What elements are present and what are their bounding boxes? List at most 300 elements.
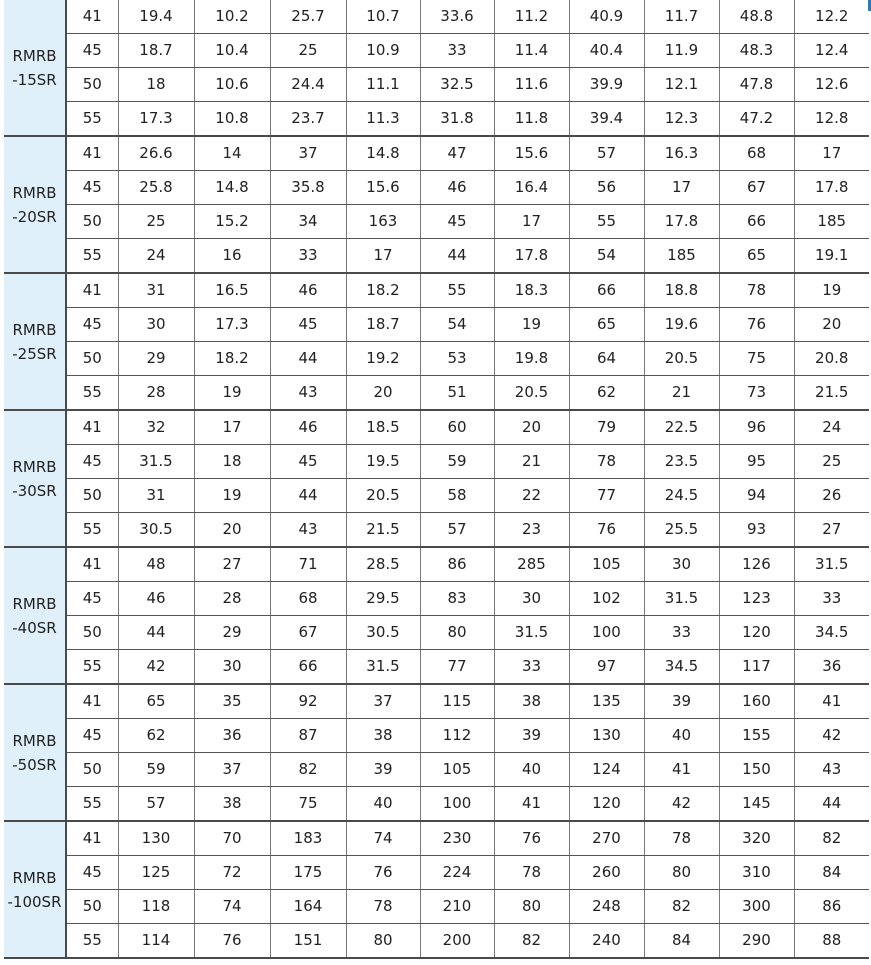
value-cell: 15.6 xyxy=(494,136,569,171)
value-cell: 43 xyxy=(270,513,346,548)
value-cell: 18.7 xyxy=(118,34,194,68)
model-name-cell xyxy=(4,0,66,136)
value-cell: 160 xyxy=(719,684,794,719)
value-cell: 183 xyxy=(270,821,346,856)
temperature-cell: 41 xyxy=(66,0,118,34)
value-cell: 65 xyxy=(118,684,194,719)
value-cell: 54 xyxy=(569,239,644,274)
value-cell: 12.8 xyxy=(794,102,869,137)
value-cell: 33 xyxy=(644,616,719,650)
value-cell: 163 xyxy=(346,205,420,239)
value-cell: 47 xyxy=(420,136,494,171)
value-cell: 92 xyxy=(270,684,346,719)
value-cell: 74 xyxy=(346,821,420,856)
value-cell: 93 xyxy=(719,513,794,548)
value-cell: 19.1 xyxy=(794,239,869,274)
value-cell: 82 xyxy=(794,821,869,856)
value-cell: 31 xyxy=(118,273,194,308)
value-cell: 20.5 xyxy=(346,479,420,513)
value-cell: 270 xyxy=(569,821,644,856)
temperature-cell: 41 xyxy=(66,821,118,856)
value-cell: 42 xyxy=(794,719,869,753)
value-cell: 22 xyxy=(494,479,569,513)
value-cell: 25 xyxy=(794,445,869,479)
model-name-line2: -40SR xyxy=(12,618,57,637)
value-cell: 16 xyxy=(194,239,270,274)
value-cell: 46 xyxy=(270,410,346,445)
value-cell: 53 xyxy=(420,342,494,376)
value-cell: 15.2 xyxy=(194,205,270,239)
value-cell: 20 xyxy=(794,308,869,342)
temperature-cell: 55 xyxy=(66,513,118,548)
value-cell: 14.8 xyxy=(346,136,420,171)
temperature-cell: 55 xyxy=(66,102,118,137)
value-cell: 14.8 xyxy=(194,171,270,205)
value-cell: 20 xyxy=(494,410,569,445)
value-cell: 38 xyxy=(194,787,270,822)
table-row xyxy=(4,205,869,239)
value-cell: 32 xyxy=(118,410,194,445)
value-cell: 12.2 xyxy=(794,0,869,34)
value-cell: 118 xyxy=(118,890,194,924)
model-name-cell xyxy=(4,684,66,821)
value-cell: 40 xyxy=(346,787,420,822)
value-cell: 30.5 xyxy=(346,616,420,650)
model-name-line2: -15SR xyxy=(12,70,57,89)
value-cell: 19 xyxy=(194,479,270,513)
value-cell: 135 xyxy=(569,684,644,719)
value-cell: 67 xyxy=(270,616,346,650)
value-cell: 230 xyxy=(420,821,494,856)
value-cell: 57 xyxy=(420,513,494,548)
temperature-cell: 41 xyxy=(66,136,118,171)
value-cell: 21 xyxy=(494,445,569,479)
value-cell: 56 xyxy=(569,171,644,205)
value-cell: 30 xyxy=(118,308,194,342)
value-cell: 23.5 xyxy=(644,445,719,479)
value-cell: 25 xyxy=(270,34,346,68)
value-cell: 44 xyxy=(270,479,346,513)
table-row xyxy=(4,273,869,308)
value-cell: 71 xyxy=(270,547,346,582)
value-cell: 11.6 xyxy=(494,68,569,102)
value-cell: 10.6 xyxy=(194,68,270,102)
value-cell: 46 xyxy=(420,171,494,205)
table-row xyxy=(4,582,869,616)
table-row xyxy=(4,376,869,411)
value-cell: 75 xyxy=(270,787,346,822)
value-cell: 12.3 xyxy=(644,102,719,137)
value-cell: 31.5 xyxy=(118,445,194,479)
value-cell: 30 xyxy=(494,582,569,616)
value-cell: 39.4 xyxy=(569,102,644,137)
value-cell: 94 xyxy=(719,479,794,513)
table-row xyxy=(4,924,869,959)
value-cell: 59 xyxy=(118,753,194,787)
value-cell: 27 xyxy=(194,547,270,582)
temperature-cell: 45 xyxy=(66,856,118,890)
value-cell: 17.8 xyxy=(494,239,569,274)
value-cell: 19 xyxy=(794,273,869,308)
value-cell: 36 xyxy=(194,719,270,753)
value-cell: 185 xyxy=(644,239,719,274)
model-name-line2: -30SR xyxy=(12,481,57,500)
value-cell: 46 xyxy=(270,273,346,308)
temperature-cell: 45 xyxy=(66,582,118,616)
table-row xyxy=(4,616,869,650)
value-cell: 17.8 xyxy=(644,205,719,239)
value-cell: 73 xyxy=(719,376,794,411)
value-cell: 43 xyxy=(794,753,869,787)
value-cell: 164 xyxy=(270,890,346,924)
value-cell: 31.5 xyxy=(794,547,869,582)
value-cell: 11.9 xyxy=(644,34,719,68)
value-cell: 67 xyxy=(719,171,794,205)
value-cell: 19.8 xyxy=(494,342,569,376)
value-cell: 34 xyxy=(270,205,346,239)
table-row xyxy=(4,650,869,685)
value-cell: 78 xyxy=(644,821,719,856)
value-cell: 11.3 xyxy=(346,102,420,137)
temperature-cell: 50 xyxy=(66,342,118,376)
value-cell: 40.4 xyxy=(569,34,644,68)
value-cell: 290 xyxy=(719,924,794,959)
table-row xyxy=(4,856,869,890)
value-cell: 45 xyxy=(270,445,346,479)
value-cell: 31.5 xyxy=(494,616,569,650)
value-cell: 300 xyxy=(719,890,794,924)
value-cell: 44 xyxy=(420,239,494,274)
value-cell: 51 xyxy=(420,376,494,411)
value-cell: 240 xyxy=(569,924,644,959)
value-cell: 80 xyxy=(494,890,569,924)
value-cell: 24 xyxy=(118,239,194,274)
temperature-cell: 41 xyxy=(66,547,118,582)
value-cell: 18 xyxy=(194,445,270,479)
value-cell: 126 xyxy=(719,547,794,582)
value-cell: 23 xyxy=(494,513,569,548)
model-name-line2: -25SR xyxy=(12,344,57,363)
value-cell: 24.4 xyxy=(270,68,346,102)
value-cell: 10.9 xyxy=(346,34,420,68)
value-cell: 82 xyxy=(644,890,719,924)
value-cell: 14 xyxy=(194,136,270,171)
value-cell: 76 xyxy=(194,924,270,959)
table-row xyxy=(4,890,869,924)
value-cell: 25.5 xyxy=(644,513,719,548)
temperature-cell: 45 xyxy=(66,308,118,342)
value-cell: 77 xyxy=(420,650,494,685)
temperature-cell: 55 xyxy=(66,787,118,822)
value-cell: 20 xyxy=(346,376,420,411)
value-cell: 12.6 xyxy=(794,68,869,102)
value-cell: 130 xyxy=(118,821,194,856)
value-cell: 155 xyxy=(719,719,794,753)
value-cell: 123 xyxy=(719,582,794,616)
temperature-cell: 45 xyxy=(66,445,118,479)
value-cell: 66 xyxy=(719,205,794,239)
value-cell: 30.5 xyxy=(118,513,194,548)
value-cell: 10.8 xyxy=(194,102,270,137)
value-cell: 120 xyxy=(719,616,794,650)
value-cell: 11.4 xyxy=(494,34,569,68)
value-cell: 150 xyxy=(719,753,794,787)
value-cell: 48.3 xyxy=(719,34,794,68)
value-cell: 82 xyxy=(494,924,569,959)
value-cell: 44 xyxy=(118,616,194,650)
table-row xyxy=(4,136,869,171)
temperature-cell: 45 xyxy=(66,171,118,205)
value-cell: 33 xyxy=(270,239,346,274)
value-cell: 210 xyxy=(420,890,494,924)
value-cell: 48 xyxy=(118,547,194,582)
value-cell: 26 xyxy=(794,479,869,513)
model-name-cell xyxy=(4,136,66,273)
value-cell: 17.3 xyxy=(194,308,270,342)
value-cell: 18.2 xyxy=(346,273,420,308)
value-cell: 19.5 xyxy=(346,445,420,479)
model-name-cell xyxy=(4,273,66,410)
table-row xyxy=(4,68,869,102)
model-name-cell xyxy=(4,547,66,684)
temperature-cell: 41 xyxy=(66,410,118,445)
table-row xyxy=(4,719,869,753)
model-name-line2: -20SR xyxy=(12,207,57,226)
value-cell: 68 xyxy=(719,136,794,171)
model-name-line1: RMRB xyxy=(12,457,57,476)
value-cell: 78 xyxy=(494,856,569,890)
value-cell: 16.4 xyxy=(494,171,569,205)
temperature-cell: 45 xyxy=(66,719,118,753)
value-cell: 34.5 xyxy=(794,616,869,650)
table-body xyxy=(4,0,869,958)
value-cell: 18.2 xyxy=(194,342,270,376)
value-cell: 32.5 xyxy=(420,68,494,102)
value-cell: 74 xyxy=(194,890,270,924)
value-cell: 17.8 xyxy=(794,171,869,205)
value-cell: 12.1 xyxy=(644,68,719,102)
value-cell: 87 xyxy=(270,719,346,753)
value-cell: 44 xyxy=(794,787,869,822)
value-cell: 18.3 xyxy=(494,273,569,308)
model-name-cell xyxy=(4,410,66,547)
value-cell: 18.5 xyxy=(346,410,420,445)
value-cell: 10.4 xyxy=(194,34,270,68)
value-cell: 17 xyxy=(494,205,569,239)
table-row xyxy=(4,342,869,376)
value-cell: 19.4 xyxy=(118,0,194,34)
table-row xyxy=(4,513,869,548)
value-cell: 115 xyxy=(420,684,494,719)
value-cell: 11.2 xyxy=(494,0,569,34)
value-cell: 175 xyxy=(270,856,346,890)
table-row xyxy=(4,239,869,274)
temperature-cell: 55 xyxy=(66,376,118,411)
value-cell: 84 xyxy=(644,924,719,959)
value-cell: 86 xyxy=(420,547,494,582)
value-cell: 48.8 xyxy=(719,0,794,34)
value-cell: 36 xyxy=(794,650,869,685)
value-cell: 12.4 xyxy=(794,34,869,68)
table-row xyxy=(4,821,869,856)
value-cell: 105 xyxy=(420,753,494,787)
value-cell: 78 xyxy=(346,890,420,924)
value-cell: 19 xyxy=(194,376,270,411)
value-cell: 29 xyxy=(118,342,194,376)
temperature-cell: 55 xyxy=(66,239,118,274)
value-cell: 70 xyxy=(194,821,270,856)
value-cell: 97 xyxy=(569,650,644,685)
value-cell: 76 xyxy=(719,308,794,342)
value-cell: 80 xyxy=(346,924,420,959)
value-cell: 25 xyxy=(118,205,194,239)
value-cell: 105 xyxy=(569,547,644,582)
value-cell: 82 xyxy=(270,753,346,787)
model-name-line1: RMRB xyxy=(12,320,57,339)
value-cell: 15.6 xyxy=(346,171,420,205)
value-cell: 200 xyxy=(420,924,494,959)
value-cell: 75 xyxy=(719,342,794,376)
value-cell: 33 xyxy=(794,582,869,616)
value-cell: 21 xyxy=(644,376,719,411)
value-cell: 41 xyxy=(644,753,719,787)
temperature-cell: 41 xyxy=(66,273,118,308)
temperature-cell: 50 xyxy=(66,68,118,102)
value-cell: 31.5 xyxy=(644,582,719,616)
value-cell: 43 xyxy=(270,376,346,411)
value-cell: 27 xyxy=(794,513,869,548)
value-cell: 55 xyxy=(420,273,494,308)
temperature-cell: 55 xyxy=(66,924,118,959)
value-cell: 58 xyxy=(420,479,494,513)
value-cell: 40 xyxy=(644,719,719,753)
table-row xyxy=(4,753,869,787)
spec-table xyxy=(4,0,869,959)
value-cell: 19.2 xyxy=(346,342,420,376)
value-cell: 25.7 xyxy=(270,0,346,34)
table-row xyxy=(4,171,869,205)
value-cell: 17.3 xyxy=(118,102,194,137)
value-cell: 37 xyxy=(270,136,346,171)
value-cell: 33.6 xyxy=(420,0,494,34)
value-cell: 57 xyxy=(569,136,644,171)
value-cell: 84 xyxy=(794,856,869,890)
value-cell: 130 xyxy=(569,719,644,753)
value-cell: 17 xyxy=(644,171,719,205)
value-cell: 65 xyxy=(569,308,644,342)
value-cell: 35.8 xyxy=(270,171,346,205)
value-cell: 95 xyxy=(719,445,794,479)
value-cell: 17 xyxy=(794,136,869,171)
value-cell: 80 xyxy=(644,856,719,890)
temperature-cell: 41 xyxy=(66,684,118,719)
value-cell: 248 xyxy=(569,890,644,924)
value-cell: 31.5 xyxy=(346,650,420,685)
value-cell: 41 xyxy=(494,787,569,822)
value-cell: 76 xyxy=(569,513,644,548)
value-cell: 83 xyxy=(420,582,494,616)
value-cell: 29 xyxy=(194,616,270,650)
value-cell: 38 xyxy=(346,719,420,753)
model-name-line1: RMRB xyxy=(12,183,57,202)
model-name-line1: RMRB xyxy=(12,46,57,65)
value-cell: 60 xyxy=(420,410,494,445)
value-cell: 320 xyxy=(719,821,794,856)
value-cell: 29.5 xyxy=(346,582,420,616)
temperature-cell: 55 xyxy=(66,650,118,685)
value-cell: 40 xyxy=(494,753,569,787)
value-cell: 96 xyxy=(719,410,794,445)
value-cell: 25.8 xyxy=(118,171,194,205)
value-cell: 30 xyxy=(194,650,270,685)
value-cell: 33 xyxy=(494,650,569,685)
value-cell: 65 xyxy=(719,239,794,274)
table-row xyxy=(4,479,869,513)
value-cell: 185 xyxy=(794,205,869,239)
value-cell: 28 xyxy=(194,582,270,616)
value-cell: 17 xyxy=(346,239,420,274)
value-cell: 76 xyxy=(346,856,420,890)
temperature-cell: 45 xyxy=(66,34,118,68)
value-cell: 21.5 xyxy=(794,376,869,411)
value-cell: 39 xyxy=(494,719,569,753)
value-cell: 41 xyxy=(794,684,869,719)
value-cell: 22.5 xyxy=(644,410,719,445)
value-cell: 28 xyxy=(118,376,194,411)
value-cell: 23.7 xyxy=(270,102,346,137)
value-cell: 124 xyxy=(569,753,644,787)
value-cell: 68 xyxy=(270,582,346,616)
value-cell: 45 xyxy=(270,308,346,342)
value-cell: 102 xyxy=(569,582,644,616)
value-cell: 145 xyxy=(719,787,794,822)
value-cell: 35 xyxy=(194,684,270,719)
value-cell: 125 xyxy=(118,856,194,890)
value-cell: 16.3 xyxy=(644,136,719,171)
value-cell: 57 xyxy=(118,787,194,822)
value-cell: 88 xyxy=(794,924,869,959)
value-cell: 11.7 xyxy=(644,0,719,34)
value-cell: 62 xyxy=(569,376,644,411)
temperature-cell: 50 xyxy=(66,890,118,924)
value-cell: 34.5 xyxy=(644,650,719,685)
value-cell: 31 xyxy=(118,479,194,513)
value-cell: 42 xyxy=(118,650,194,685)
value-cell: 37 xyxy=(194,753,270,787)
value-cell: 224 xyxy=(420,856,494,890)
value-cell: 100 xyxy=(420,787,494,822)
table-row xyxy=(4,787,869,822)
value-cell: 16.5 xyxy=(194,273,270,308)
value-cell: 42 xyxy=(644,787,719,822)
value-cell: 310 xyxy=(719,856,794,890)
value-cell: 117 xyxy=(719,650,794,685)
value-cell: 39 xyxy=(644,684,719,719)
value-cell: 39 xyxy=(346,753,420,787)
value-cell: 46 xyxy=(118,582,194,616)
value-cell: 28.5 xyxy=(346,547,420,582)
value-cell: 18 xyxy=(118,68,194,102)
value-cell: 30 xyxy=(644,547,719,582)
value-cell: 20.5 xyxy=(644,342,719,376)
model-name-line2: -50SR xyxy=(12,755,57,774)
table-row xyxy=(4,547,869,582)
value-cell: 285 xyxy=(494,547,569,582)
model-name-line1: RMRB xyxy=(12,868,57,887)
value-cell: 18.7 xyxy=(346,308,420,342)
model-name-cell xyxy=(4,821,66,958)
value-cell: 10.7 xyxy=(346,0,420,34)
